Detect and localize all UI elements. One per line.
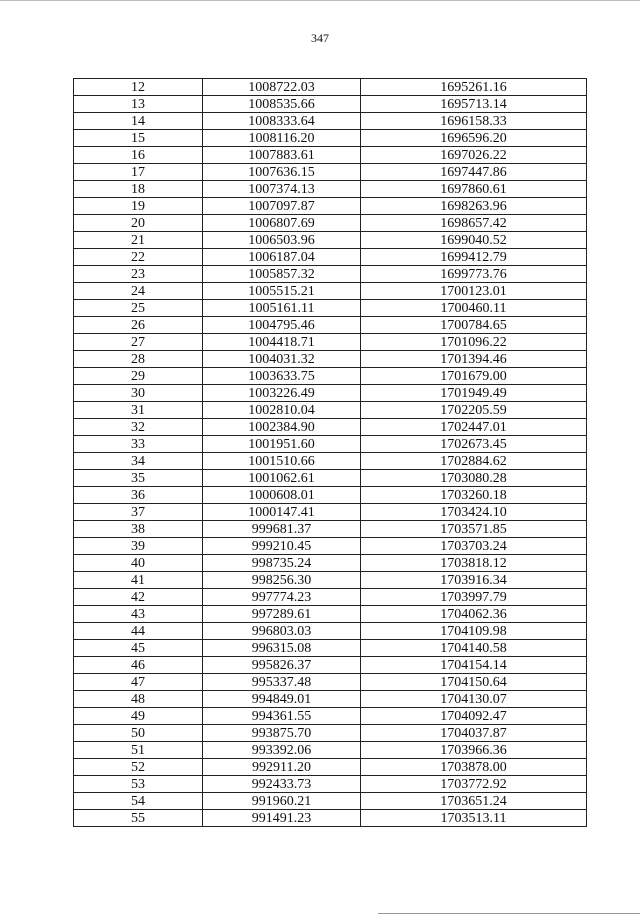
table-row <box>74 504 587 521</box>
x-coordinate-cell: 991491.23 <box>203 810 361 827</box>
y-coordinate-cell: 1703878.00 <box>361 759 587 776</box>
point-number-cell: 40 <box>74 555 203 572</box>
point-number-cell: 37 <box>74 504 203 521</box>
point-number-cell: 42 <box>74 589 203 606</box>
y-coordinate-cell: 1697026.22 <box>361 147 587 164</box>
table-row <box>74 776 587 793</box>
x-coordinate-cell: 1001062.61 <box>203 470 361 487</box>
coordinate-table-body <box>74 79 587 827</box>
point-number-cell: 25 <box>74 300 203 317</box>
table-row <box>74 708 587 725</box>
x-coordinate-cell: 1004031.32 <box>203 351 361 368</box>
x-coordinate-cell: 1002384.90 <box>203 419 361 436</box>
y-coordinate-cell: 1703997.79 <box>361 589 587 606</box>
x-coordinate-cell: 1001510.66 <box>203 453 361 470</box>
table-row <box>74 113 587 130</box>
table-row <box>74 657 587 674</box>
point-number-cell: 24 <box>74 283 203 300</box>
y-coordinate-cell: 1703818.12 <box>361 555 587 572</box>
x-coordinate-cell: 1006807.69 <box>203 215 361 232</box>
x-coordinate-cell: 1002810.04 <box>203 402 361 419</box>
table-row <box>74 402 587 419</box>
point-number-cell: 43 <box>74 606 203 623</box>
x-coordinate-cell: 996315.08 <box>203 640 361 657</box>
x-coordinate-cell: 1007636.15 <box>203 164 361 181</box>
y-coordinate-cell: 1701949.49 <box>361 385 587 402</box>
table-row <box>74 691 587 708</box>
y-coordinate-cell: 1702884.62 <box>361 453 587 470</box>
x-coordinate-cell: 1001951.60 <box>203 436 361 453</box>
table-row <box>74 419 587 436</box>
point-number-cell: 18 <box>74 181 203 198</box>
point-number-cell: 52 <box>74 759 203 776</box>
y-coordinate-cell: 1698263.96 <box>361 198 587 215</box>
y-coordinate-cell: 1697860.61 <box>361 181 587 198</box>
point-number-cell: 33 <box>74 436 203 453</box>
point-number-cell: 53 <box>74 776 203 793</box>
y-coordinate-cell: 1704140.58 <box>361 640 587 657</box>
table-row <box>74 623 587 640</box>
x-coordinate-cell: 1005161.11 <box>203 300 361 317</box>
point-number-cell: 32 <box>74 419 203 436</box>
y-coordinate-cell: 1704037.87 <box>361 725 587 742</box>
x-coordinate-cell: 997774.23 <box>203 589 361 606</box>
table-row <box>74 521 587 538</box>
y-coordinate-cell: 1700784.65 <box>361 317 587 334</box>
point-number-cell: 39 <box>74 538 203 555</box>
x-coordinate-cell: 1003226.49 <box>203 385 361 402</box>
point-number-cell: 36 <box>74 487 203 504</box>
x-coordinate-cell: 1007883.61 <box>203 147 361 164</box>
x-coordinate-cell: 1004418.71 <box>203 334 361 351</box>
y-coordinate-cell: 1700460.11 <box>361 300 587 317</box>
x-coordinate-cell: 994849.01 <box>203 691 361 708</box>
table-row <box>74 385 587 402</box>
y-coordinate-cell: 1704130.07 <box>361 691 587 708</box>
x-coordinate-cell: 1004795.46 <box>203 317 361 334</box>
table-row <box>74 538 587 555</box>
table-row <box>74 640 587 657</box>
point-number-cell: 54 <box>74 793 203 810</box>
table-row <box>74 470 587 487</box>
x-coordinate-cell: 995826.37 <box>203 657 361 674</box>
x-coordinate-cell: 1000147.41 <box>203 504 361 521</box>
y-coordinate-cell: 1702205.59 <box>361 402 587 419</box>
y-coordinate-cell: 1703772.92 <box>361 776 587 793</box>
point-number-cell: 51 <box>74 742 203 759</box>
table-row <box>74 181 587 198</box>
y-coordinate-cell: 1703080.28 <box>361 470 587 487</box>
table-row <box>74 742 587 759</box>
table-row <box>74 215 587 232</box>
y-coordinate-cell: 1704150.64 <box>361 674 587 691</box>
point-number-cell: 19 <box>74 198 203 215</box>
table-row <box>74 810 587 827</box>
y-coordinate-cell: 1703513.11 <box>361 810 587 827</box>
table-row <box>74 249 587 266</box>
x-coordinate-cell: 1006503.96 <box>203 232 361 249</box>
table-row <box>74 555 587 572</box>
x-coordinate-cell: 999210.45 <box>203 538 361 555</box>
page-number: 347 <box>311 31 329 45</box>
y-coordinate-cell: 1704062.36 <box>361 606 587 623</box>
point-number-cell: 46 <box>74 657 203 674</box>
point-number-cell: 21 <box>74 232 203 249</box>
point-number-cell: 34 <box>74 453 203 470</box>
y-coordinate-cell: 1703703.24 <box>361 538 587 555</box>
table-row <box>74 79 587 96</box>
x-coordinate-cell: 995337.48 <box>203 674 361 691</box>
y-coordinate-cell: 1703651.24 <box>361 793 587 810</box>
x-coordinate-cell: 999681.37 <box>203 521 361 538</box>
point-number-cell: 45 <box>74 640 203 657</box>
table-row <box>74 164 587 181</box>
y-coordinate-cell: 1703966.36 <box>361 742 587 759</box>
table-row <box>74 368 587 385</box>
point-number-cell: 50 <box>74 725 203 742</box>
y-coordinate-cell: 1695261.16 <box>361 79 587 96</box>
page-top-edge <box>0 0 640 1</box>
x-coordinate-cell: 993875.70 <box>203 725 361 742</box>
table-row <box>74 334 587 351</box>
x-coordinate-cell: 998735.24 <box>203 555 361 572</box>
table-row <box>74 793 587 810</box>
y-coordinate-cell: 1699040.52 <box>361 232 587 249</box>
point-number-cell: 49 <box>74 708 203 725</box>
table-row <box>74 572 587 589</box>
x-coordinate-cell: 994361.55 <box>203 708 361 725</box>
y-coordinate-cell: 1697447.86 <box>361 164 587 181</box>
x-coordinate-cell: 1008116.20 <box>203 130 361 147</box>
point-number-cell: 30 <box>74 385 203 402</box>
x-coordinate-cell: 1008333.64 <box>203 113 361 130</box>
y-coordinate-cell: 1699412.79 <box>361 249 587 266</box>
x-coordinate-cell: 998256.30 <box>203 572 361 589</box>
table-row <box>74 266 587 283</box>
point-number-cell: 47 <box>74 674 203 691</box>
y-coordinate-cell: 1701394.46 <box>361 351 587 368</box>
point-number-cell: 16 <box>74 147 203 164</box>
table-row <box>74 147 587 164</box>
point-number-cell: 35 <box>74 470 203 487</box>
table-row <box>74 317 587 334</box>
table-row <box>74 759 587 776</box>
y-coordinate-cell: 1701679.00 <box>361 368 587 385</box>
point-number-cell: 17 <box>74 164 203 181</box>
y-coordinate-cell: 1699773.76 <box>361 266 587 283</box>
point-number-cell: 28 <box>74 351 203 368</box>
point-number-cell: 31 <box>74 402 203 419</box>
x-coordinate-cell: 996803.03 <box>203 623 361 640</box>
y-coordinate-cell: 1704109.98 <box>361 623 587 640</box>
table-row <box>74 351 587 368</box>
point-number-cell: 29 <box>74 368 203 385</box>
point-number-cell: 55 <box>74 810 203 827</box>
point-number-cell: 27 <box>74 334 203 351</box>
table-row <box>74 96 587 113</box>
table-row <box>74 283 587 300</box>
table-row <box>74 725 587 742</box>
point-number-cell: 48 <box>74 691 203 708</box>
table-row <box>74 300 587 317</box>
coordinate-table <box>73 78 587 827</box>
point-number-cell: 23 <box>74 266 203 283</box>
point-number-cell: 41 <box>74 572 203 589</box>
x-coordinate-cell: 992911.20 <box>203 759 361 776</box>
x-coordinate-cell: 993392.06 <box>203 742 361 759</box>
x-coordinate-cell: 992433.73 <box>203 776 361 793</box>
x-coordinate-cell: 1005515.21 <box>203 283 361 300</box>
table-row <box>74 130 587 147</box>
x-coordinate-cell: 1008535.66 <box>203 96 361 113</box>
table-row <box>74 436 587 453</box>
point-number-cell: 26 <box>74 317 203 334</box>
y-coordinate-cell: 1700123.01 <box>361 283 587 300</box>
point-number-cell: 38 <box>74 521 203 538</box>
page-bottom-edge <box>378 913 640 914</box>
x-coordinate-cell: 991960.21 <box>203 793 361 810</box>
y-coordinate-cell: 1703916.34 <box>361 572 587 589</box>
point-number-cell: 13 <box>74 96 203 113</box>
y-coordinate-cell: 1701096.22 <box>361 334 587 351</box>
y-coordinate-cell: 1696596.20 <box>361 130 587 147</box>
point-number-cell: 15 <box>74 130 203 147</box>
point-number-cell: 20 <box>74 215 203 232</box>
point-number-cell: 22 <box>74 249 203 266</box>
point-number-cell: 12 <box>74 79 203 96</box>
y-coordinate-cell: 1702673.45 <box>361 436 587 453</box>
x-coordinate-cell: 1008722.03 <box>203 79 361 96</box>
table-row <box>74 453 587 470</box>
x-coordinate-cell: 1006187.04 <box>203 249 361 266</box>
table-row <box>74 606 587 623</box>
y-coordinate-cell: 1695713.14 <box>361 96 587 113</box>
point-number-cell: 44 <box>74 623 203 640</box>
y-coordinate-cell: 1703260.18 <box>361 487 587 504</box>
y-coordinate-cell: 1702447.01 <box>361 419 587 436</box>
y-coordinate-cell: 1698657.42 <box>361 215 587 232</box>
x-coordinate-cell: 1007374.13 <box>203 181 361 198</box>
table-row <box>74 232 587 249</box>
x-coordinate-cell: 1005857.32 <box>203 266 361 283</box>
table-row <box>74 589 587 606</box>
table-row <box>74 487 587 504</box>
x-coordinate-cell: 1000608.01 <box>203 487 361 504</box>
table-row <box>74 674 587 691</box>
y-coordinate-cell: 1703424.10 <box>361 504 587 521</box>
y-coordinate-cell: 1704092.47 <box>361 708 587 725</box>
x-coordinate-cell: 1003633.75 <box>203 368 361 385</box>
y-coordinate-cell: 1703571.85 <box>361 521 587 538</box>
y-coordinate-cell: 1696158.33 <box>361 113 587 130</box>
x-coordinate-cell: 997289.61 <box>203 606 361 623</box>
point-number-cell: 14 <box>74 113 203 130</box>
table-row <box>74 198 587 215</box>
x-coordinate-cell: 1007097.87 <box>203 198 361 215</box>
y-coordinate-cell: 1704154.14 <box>361 657 587 674</box>
